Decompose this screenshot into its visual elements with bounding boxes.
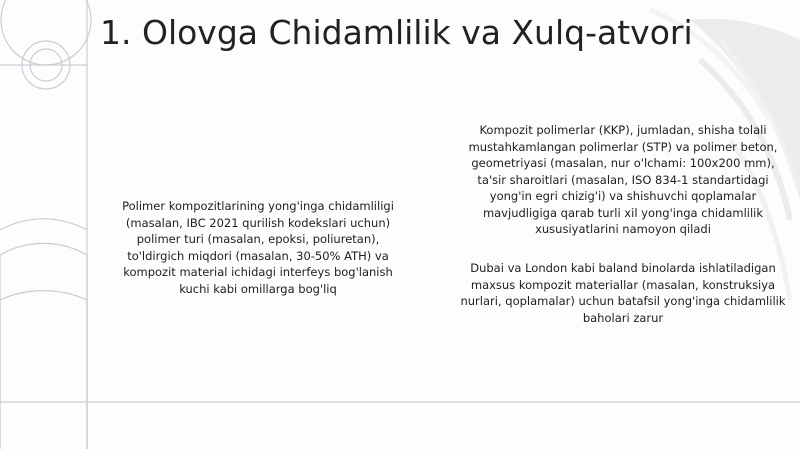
arch-outer-shell	[0, 219, 87, 230]
top-circle-large	[1, 0, 91, 65]
right-paragraph-1: Kompozit polimerlar (KKP), jumladan, shisha tolali mustahkamlangan polimerlar (STP) va polimer beton, geometriyasi (masalan, nur o'lchami: 100x200 mm), ta'sir sharoitlari (masalan, ISO 834-1 standartidagi yong'in egri chizig'i) va shishuvchi qoplamalar mavjudligiga qarab turli xil yong'inga chidamlilik xususiyatlarini namoyon qiladi	[468, 123, 778, 236]
slide-title: 1. Olovga Chidamlilik va Xulq-atvori	[100, 13, 693, 52]
arch-outer	[0, 243, 87, 449]
left-paragraph: Polimer kompozitlarining yong'inga chidamliligi (masalan, IBC 2021 qurilish kodekslari uchun) polimer turi (masalan, epoksi, poliuretan), to'ldirgich miqdori (masalan, 30-50% ATH) va kompozit material ichidagi interfeys bog'lanish kuchi kabi omillarga bog'liq	[122, 199, 394, 296]
right-paragraph-2: Dubai va London kabi baland binolarda ishlatiladigan maxsus kompozit materiallar (masalan, konstruksiya nurlari, qoplamalar) uchun batafsil yong'inga chidamlilik baholari zarur	[460, 261, 786, 325]
arch-middle	[0, 291, 87, 449]
